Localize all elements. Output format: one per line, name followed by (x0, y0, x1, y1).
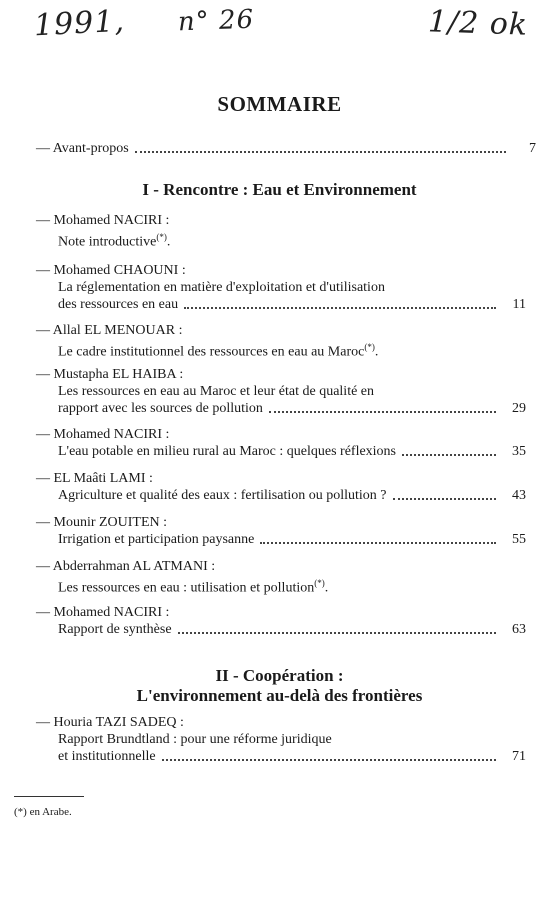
toc-entry[interactable] (36, 714, 526, 765)
footnote-marker: (*) (364, 342, 375, 352)
toc-entry-title-line (36, 621, 526, 638)
toc-entry-title-line (36, 748, 526, 765)
page-number: 7 (529, 141, 536, 156)
toc-entry-period: . (324, 580, 329, 596)
toc-entry-title: Irrigation et participation paysanne (58, 532, 255, 547)
toc-entry-period: . (374, 344, 379, 360)
page-number: 43 (512, 488, 526, 503)
toc-entry-author: — Abderrahman AL ATMANI : (36, 559, 216, 574)
toc-entry-title-line (36, 400, 526, 417)
page-number: 55 (512, 532, 526, 547)
toc-entry-title: et institutionnelle (58, 749, 156, 764)
toc-entry[interactable] (36, 558, 526, 597)
footnote-marker: (*) (156, 232, 167, 242)
toc-entry[interactable] (36, 322, 526, 361)
leader-dots (135, 151, 506, 153)
toc-entry-title: Le cadre institutionnel des ressources en eau au Maroc (58, 344, 365, 360)
page-number: 35 (512, 444, 526, 459)
toc-entry-author: — EL Maâti LAMI : (36, 471, 153, 486)
toc-entry-title-line (36, 487, 526, 504)
toc-entry-author: — Mounir ZOUITEN : (36, 515, 168, 530)
toc-entry-title: Les ressources en eau au Maroc et leur état de qualité en (58, 384, 375, 399)
toc-entry-title: Agriculture et qualité des eaux : fertilisation ou pollution ? (58, 488, 387, 503)
toc-entry-title-line (36, 296, 526, 313)
toc-entry-title: Note introductive (58, 234, 157, 250)
toc-entry[interactable] (36, 514, 526, 548)
toc-entry-author: — Mohamed NACIRI : (36, 427, 170, 442)
toc-entry[interactable] (36, 212, 526, 251)
leader-dots (393, 498, 496, 500)
footnote: (*) en Arabe. (14, 806, 72, 818)
toc-entry-avant-propos[interactable] (36, 140, 536, 157)
toc-entry-title: Rapport de synthèse (58, 622, 172, 637)
page-number: 63 (512, 622, 526, 637)
leader-dots (269, 411, 496, 413)
toc-entry-title-line (36, 575, 526, 597)
leader-dots (178, 632, 496, 634)
toc-entry-author: — Mohamed CHAOUNI : (36, 263, 186, 278)
toc-entry-period: . (166, 234, 171, 250)
toc-entry[interactable] (36, 262, 526, 313)
section-heading-2 (0, 666, 559, 706)
footnote-marker: (*) (314, 578, 325, 588)
toc-entry[interactable] (36, 470, 526, 504)
toc-entry-title-line (36, 339, 526, 361)
page-number: 29 (512, 401, 526, 416)
leader-dots (184, 307, 496, 309)
handwritten-year: 1991, (33, 3, 126, 44)
footnote-rule (14, 796, 84, 797)
page-number: 71 (512, 749, 526, 764)
section-heading-2-line-1: II - Coopération : (215, 666, 344, 685)
handwritten-note: 1/2 ok (427, 4, 529, 43)
toc-entry-title-line (36, 531, 526, 548)
leader-dots (162, 759, 496, 761)
toc-entry-title: Les ressources en eau : utilisation et pollution (58, 580, 315, 596)
toc-entry-title: rapport avec les sources de pollution (58, 401, 263, 416)
toc-entry-title: La réglementation en matière d'exploitation et d'utilisation (58, 280, 385, 295)
toc-entry-author: — Allal EL MENOUAR : (36, 323, 183, 338)
toc-entry-title: Rapport Brundtland : pour une réforme juridique (58, 732, 332, 747)
toc-entry-label: — Avant-propos (36, 141, 129, 156)
toc-entry-title-line (36, 383, 526, 400)
toc-entry-author: — Houria TAZI SADEQ : (36, 715, 184, 730)
page-title: SOMMAIRE (217, 92, 342, 116)
toc-entry-title: des ressources en eau (58, 297, 179, 312)
toc-entry-title-line (36, 229, 526, 251)
toc-entry[interactable] (36, 426, 526, 460)
toc-entry-title-line (36, 731, 526, 748)
section-heading-1: I - Rencontre : Eau et Environnement (142, 180, 417, 199)
toc-entry-author: — Mohamed NACIRI : (36, 605, 170, 620)
handwritten-issue-number: n° 26 (177, 4, 255, 38)
toc-entry[interactable] (36, 604, 526, 638)
page-number: 11 (512, 297, 526, 312)
toc-entry[interactable] (36, 366, 526, 417)
leader-dots (260, 542, 496, 544)
leader-dots (402, 454, 496, 456)
toc-entry-author: — Mohamed NACIRI : (36, 213, 170, 228)
toc-entry-title-line (36, 443, 526, 460)
toc-entry-title: L'eau potable en milieu rural au Maroc : quelques réflexions (58, 444, 397, 459)
toc-entry-title-line (36, 279, 526, 296)
toc-entry-author: — Mustapha EL HAIBA : (36, 367, 184, 382)
section-heading-2-line-2: L'environnement au-delà des frontières (136, 686, 423, 705)
